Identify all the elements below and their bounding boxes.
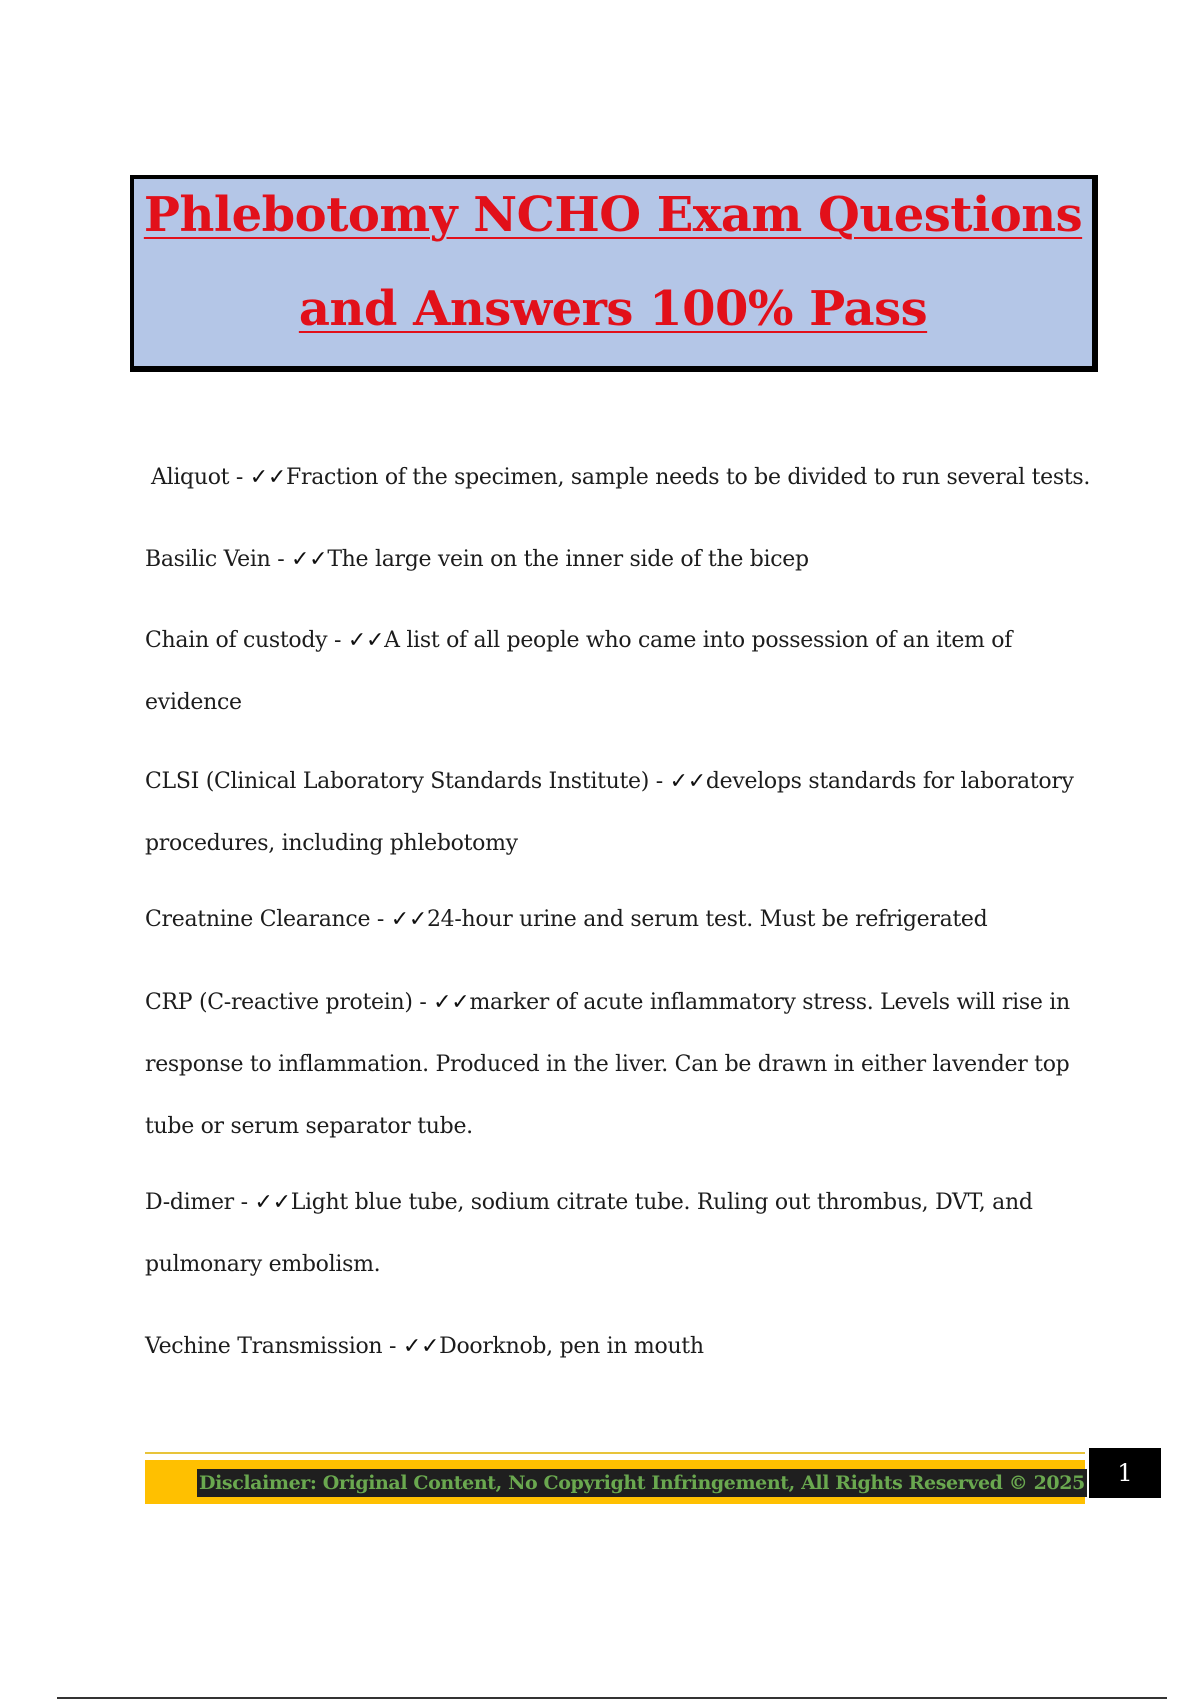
check-icon: ✓✓ <box>347 628 385 653</box>
entry-separator: - <box>327 628 348 653</box>
entry-term: Chain of custody <box>145 628 328 653</box>
entry-term: CLSI (Clinical Laboratory Standards Institute) <box>145 769 650 794</box>
footer-divider <box>145 1452 1085 1454</box>
entry-term: Aliquot <box>151 465 230 490</box>
entry-definition: Fraction of the specimen, sample needs to be divided to run several tests. <box>286 465 1091 490</box>
qa-entry-creatnine-clearance <box>145 889 1085 951</box>
qa-entry-aliquot <box>151 447 1091 509</box>
entry-separator: - <box>270 547 292 572</box>
entry-separator: - <box>412 990 434 1015</box>
qa-entry-crp <box>145 972 1085 1158</box>
check-icon: ✓✓ <box>249 465 287 490</box>
qa-entry-basilic-vein <box>145 529 1085 591</box>
entry-term: Vechine Transmission <box>145 1334 383 1359</box>
check-icon: ✓✓ <box>669 769 706 794</box>
entry-definition: 24-hour urine and serum test. Must be refrigerated <box>426 907 988 932</box>
entry-separator: - <box>229 465 250 490</box>
entry-separator: - <box>233 1190 255 1215</box>
entry-term: CRP (C-reactive protein) <box>145 990 413 1015</box>
qa-entry-clsi <box>145 751 1085 875</box>
page-title-line-2: and Answers 100% Pass <box>298 281 928 337</box>
entry-term: Creatnine Clearance <box>145 907 371 932</box>
entry-separator: - <box>382 1334 403 1359</box>
check-icon: ✓✓ <box>402 1334 440 1359</box>
entry-separator: - <box>370 907 391 932</box>
check-icon: ✓✓ <box>254 1190 291 1215</box>
qa-entry-d-dimer <box>145 1172 1085 1296</box>
entry-definition: A list of all people who came into possession of an item of evidence <box>145 628 1013 715</box>
entry-term: Basilic Vein <box>145 547 271 572</box>
qa-entry-chain-of-custody <box>145 610 1085 734</box>
page-title-line-1: Phlebotomy NCHO Exam Questions <box>143 187 1083 243</box>
qa-entry-vechine-transmission <box>145 1316 1085 1378</box>
entry-definition: develops standards for laboratory procedures, including phlebotomy <box>145 769 1074 856</box>
title-box <box>130 175 1098 372</box>
entry-definition: Doorknob, pen in mouth <box>439 1334 704 1359</box>
page-bottom-divider <box>57 1697 1167 1699</box>
entry-definition: The large vein on the inner side of the bicep <box>327 547 809 572</box>
check-icon: ✓✓ <box>433 990 470 1015</box>
entry-definition: Light blue tube, sodium citrate tube. Ruling out thrombus, DVT, and pulmonary embolism. <box>145 1190 1033 1277</box>
check-icon: ✓✓ <box>390 907 427 932</box>
footer-disclaimer: Disclaimer: Original Content, No Copyright Infringement, All Rights Reserved © 2025 <box>197 1469 1087 1497</box>
entry-definition: marker of acute inflammatory stress. Levels will rise in response to inflammation. Produced in the liver. Can be drawn in either lavender top tube or serum separator tube. <box>145 990 1070 1139</box>
entry-term: D-dimer <box>145 1190 234 1215</box>
entry-separator: - <box>649 769 670 794</box>
page-number: 1 <box>1089 1448 1161 1498</box>
check-icon: ✓✓ <box>291 547 328 572</box>
